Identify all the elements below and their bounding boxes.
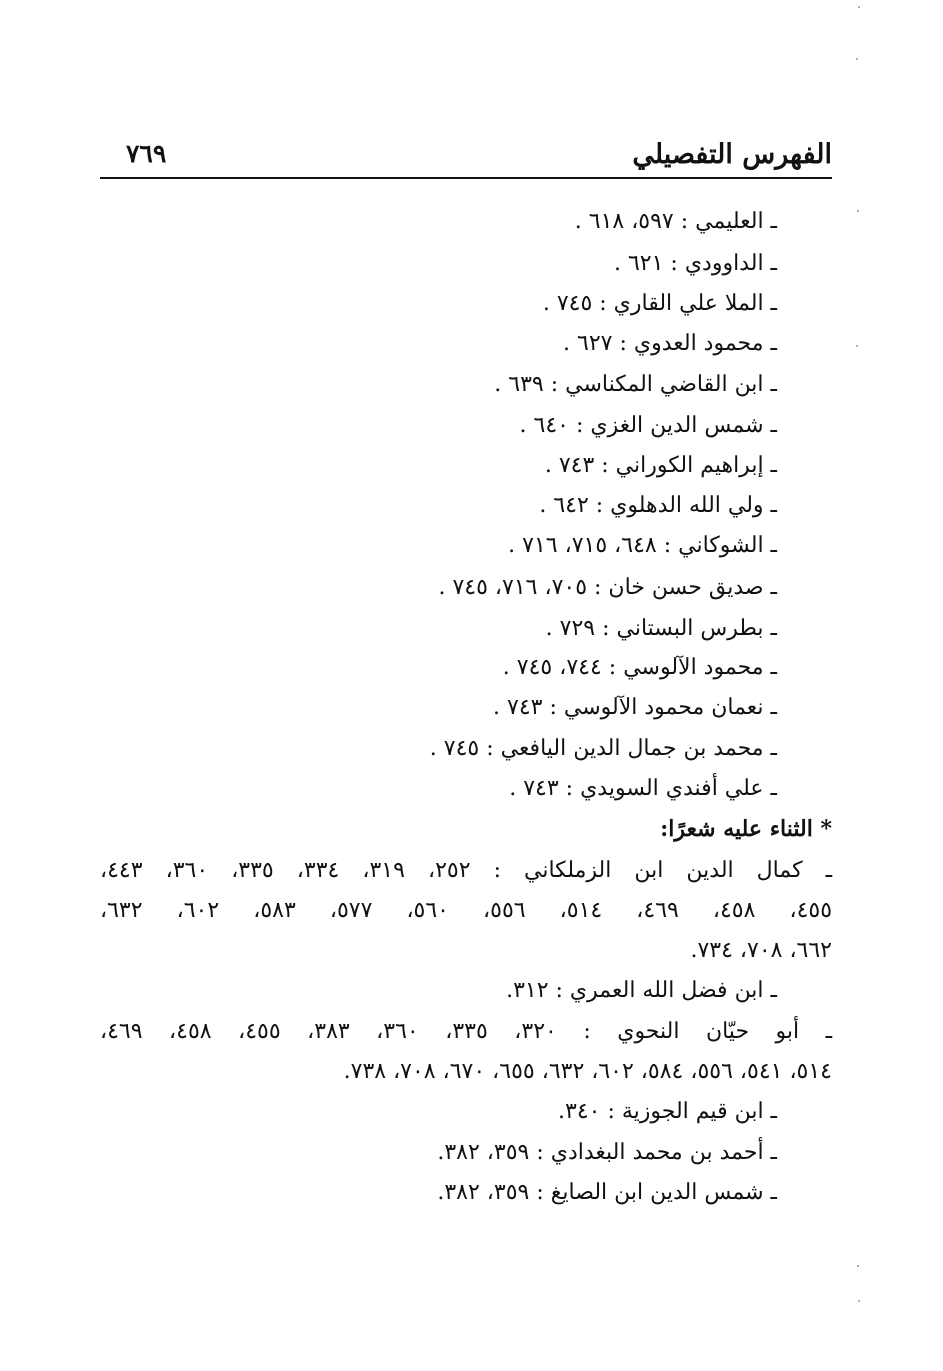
header-title: الفهرس التفصيلي [632, 139, 832, 170]
scan-speck [858, 1300, 860, 1302]
index-entry: ـ علي أفندي السويدي : ٧٤٣ . [509, 776, 777, 801]
index-entry: ـ شمس الدين الغزي : ٦٤٠ . [519, 413, 777, 438]
scan-speck [856, 58, 858, 60]
poetry-entry: ـ ابن فضل الله العمري : ٣١٢. [506, 978, 777, 1003]
poetry-entry: ـ ابن قيم الجوزية : ٣٤٠. [558, 1099, 777, 1124]
index-entry: ـ بطرس البستاني : ٧٢٩ . [545, 616, 777, 641]
scan-speck [858, 6, 860, 8]
index-entry: ـ محمد بن جمال الدين اليافعي : ٧٤٥ . [429, 736, 777, 761]
index-entry: ـ نعمان محمود الآلوسي : ٧٤٣ . [493, 695, 777, 720]
poetry-entry-line: ٦٦٢، ٧٠٨، ٧٣٤. [690, 938, 832, 963]
page-number: ٧٦٩ [126, 139, 167, 168]
scan-speck [857, 210, 859, 212]
index-entry: ـ الملا علي القاري : ٧٤٥ . [542, 291, 777, 316]
index-entry: ـ ابن القاضي المكناسي : ٦٣٩ . [494, 372, 777, 397]
poetry-entry-line: ـ أبو حيّان النحوي : ٣٢٠، ٣٣٥، ٣٦٠، ٣٨٣، ٤٥٥، ٤٥٨، ٤٦٩، [100, 1019, 833, 1044]
index-entry: ـ الشوكاني : ٦٤٨، ٧١٥، ٧١٦ . [508, 533, 777, 558]
section-heading: * الثناء عليه شعرًا: [660, 816, 832, 842]
index-entry: ـ الداوودي : ٦٢١ . [613, 251, 777, 276]
poetry-entry-line: ـ كمال الدين ابن الزملكاني : ٢٥٢، ٣١٩، ٣٣٤، ٣٣٥، ٣٦٠، ٤٤٣، [100, 858, 833, 883]
index-entry: ـ صديق حسن خان : ٧٠٥، ٧١٦، ٧٤٥ . [438, 575, 777, 600]
index-body [100, 0, 832, 1371]
index-entry: ـ محمود العدوي : ٦٢٧ . [563, 331, 777, 356]
poetry-entry-line: ٥١٤، ٥٤١، ٥٥٦، ٥٨٤، ٦٠٢، ٦٣٢، ٦٥٥، ٦٧٠، ٧٠٨، ٧٣٨. [343, 1059, 832, 1084]
index-entry: ـ محمود الآلوسي : ٧٤٤، ٧٤٥ . [502, 655, 777, 680]
index-entry: ـ العليمي : ٥٩٧، ٦١٨ . [574, 209, 777, 234]
poetry-entry: ـ شمس الدين ابن الصايغ : ٣٥٩، ٣٨٢. [437, 1180, 777, 1205]
scan-speck [856, 345, 858, 347]
index-entry: ـ ولي الله الدهلوي : ٦٤٢ . [539, 493, 777, 518]
scan-speck [857, 1265, 859, 1267]
poetry-entry: ـ أحمد بن محمد البغدادي : ٣٥٩، ٣٨٢. [437, 1140, 777, 1165]
index-entry: ـ إبراهيم الكوراني : ٧٤٣ . [544, 453, 777, 478]
poetry-entry-line: ٤٥٥، ٤٥٨، ٤٦٩، ٥١٤، ٥٥٦، ٥٦٠، ٥٧٧، ٥٨٣، ٦٠٢، ٦٣٢، [100, 898, 833, 923]
